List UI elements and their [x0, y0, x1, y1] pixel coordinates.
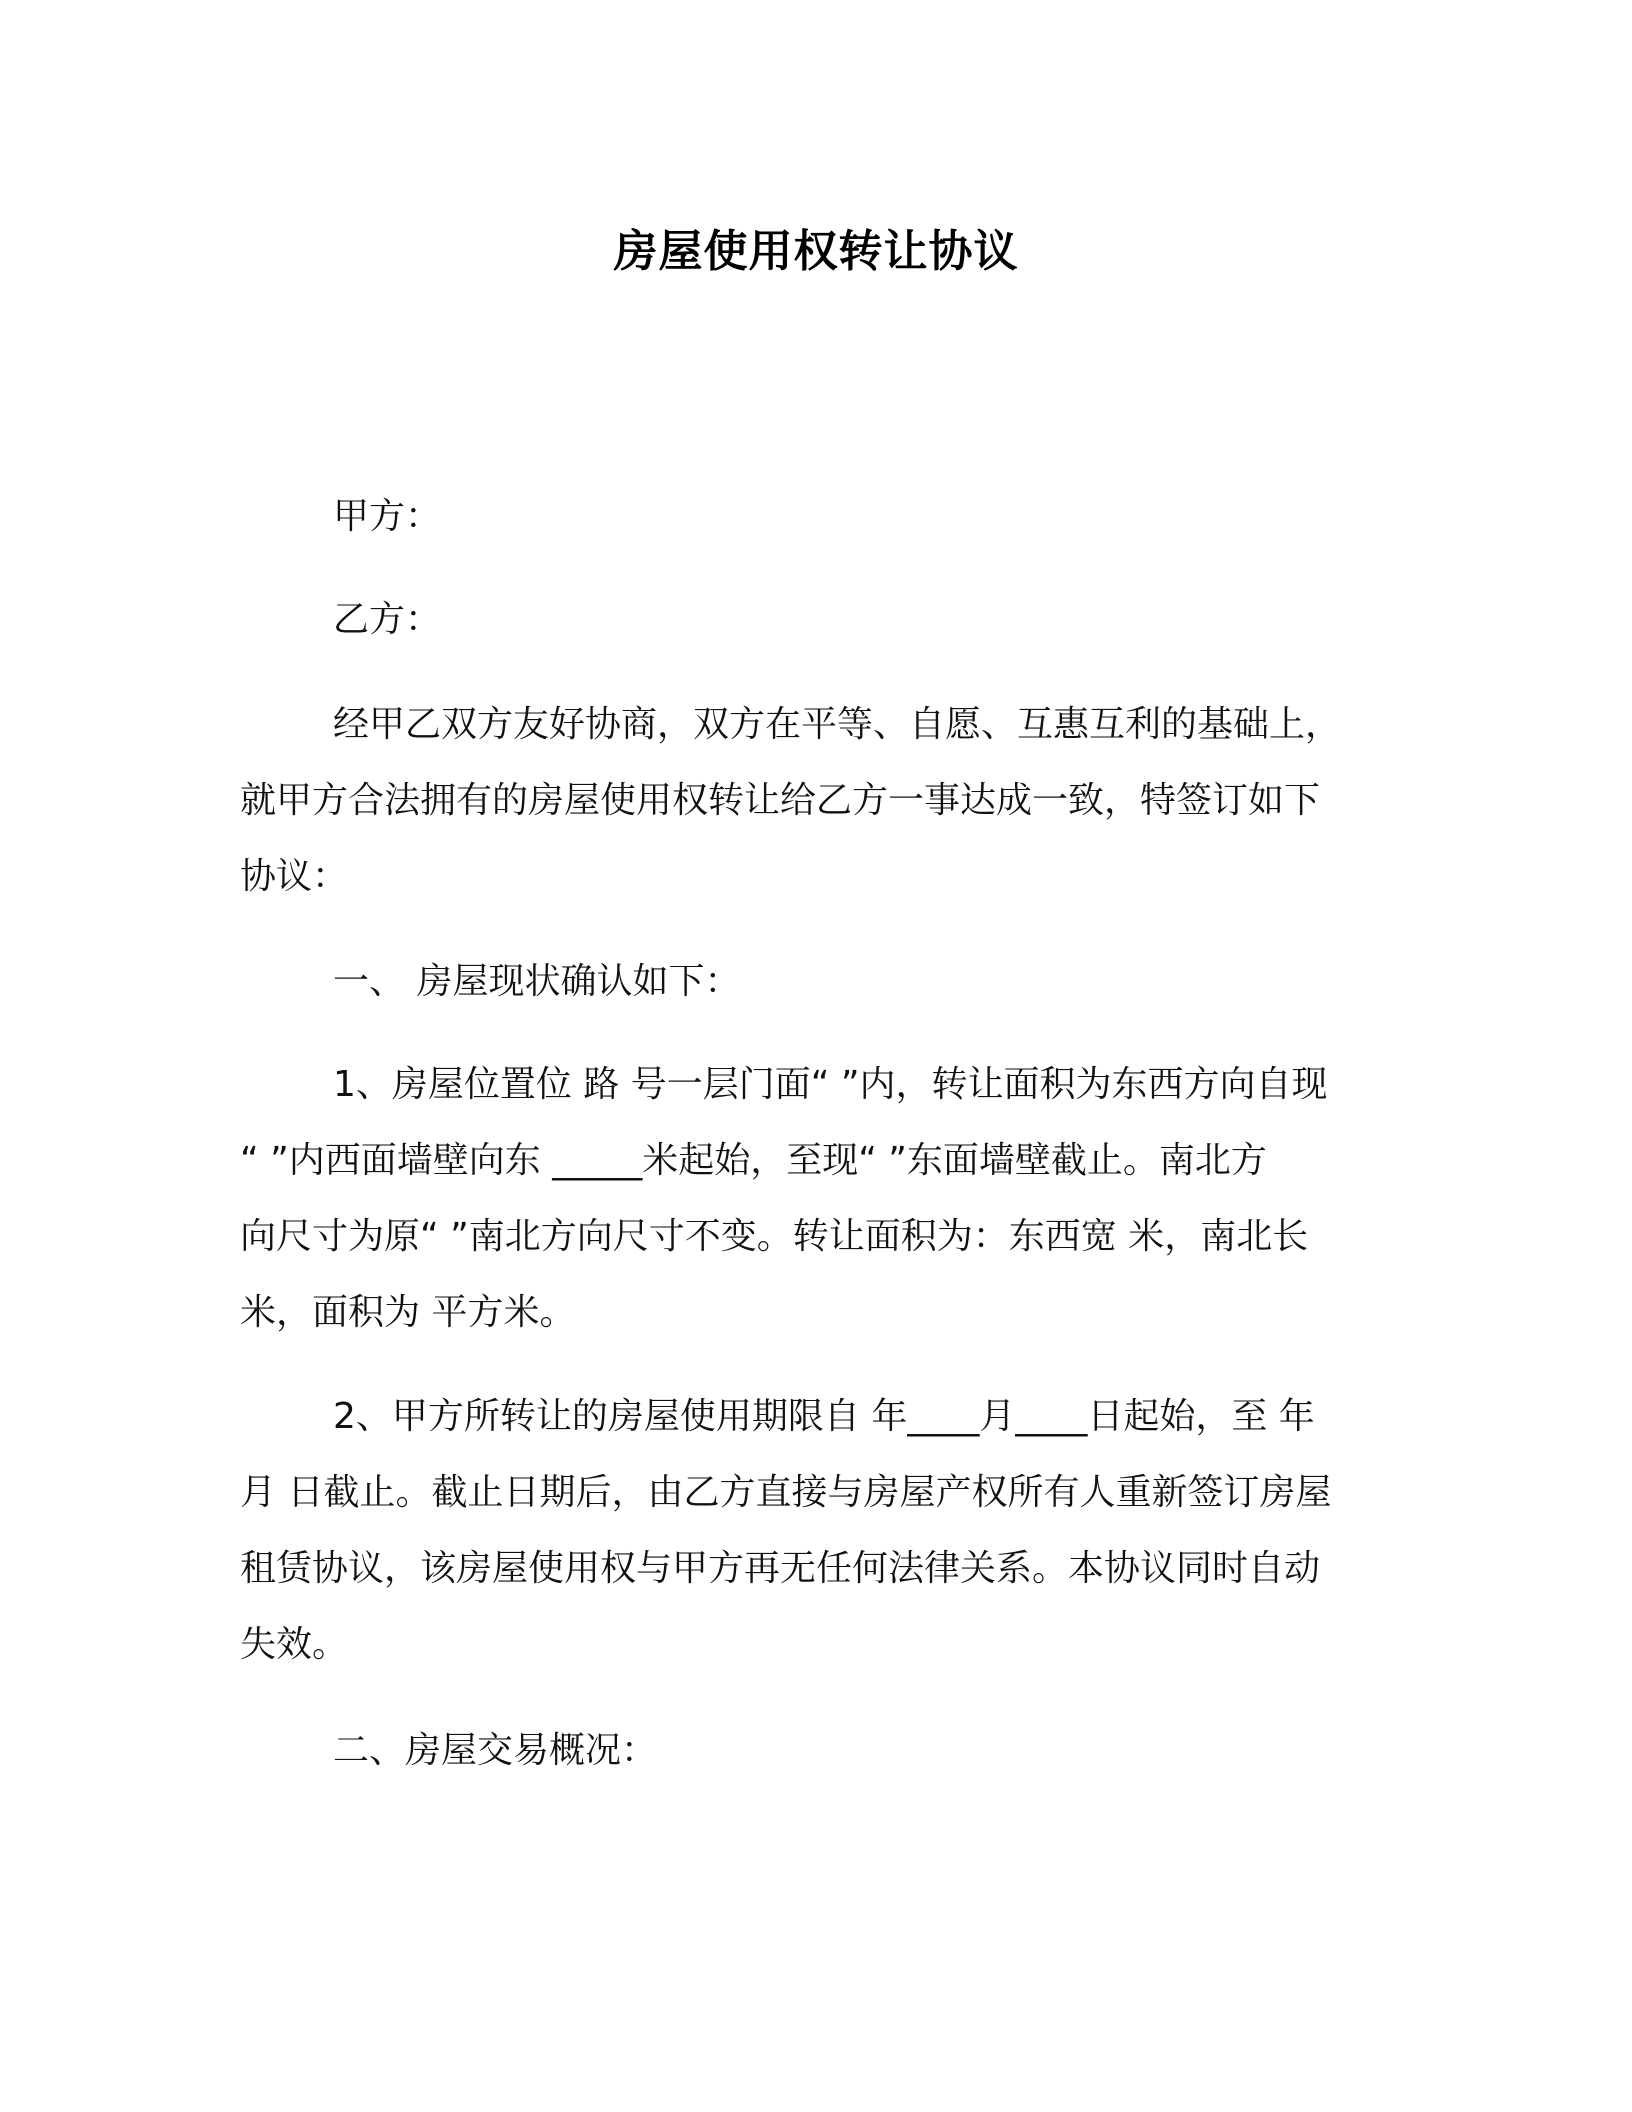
preamble-line-2: 就甲方合法拥有的房屋使用权转让给乙方一事达成一致，特签订如下 [240, 780, 1321, 821]
party-a-label: 甲方： [333, 496, 442, 537]
preamble-line-3: 协议： [240, 856, 349, 897]
clause-1-line-1: 1、房屋位置位 路 号一层门面“ ”内，转让面积为东西方向自现 [333, 1064, 1328, 1105]
section-1-heading: 一、 房屋现状确认如下： [333, 961, 741, 1002]
clause-2-line-2: 月 日截止。截止日期后，由乙方直接与房屋产权所有人重新签订房屋 [240, 1472, 1332, 1513]
party-b-label: 乙方： [333, 599, 442, 640]
clause-2-line-1: 2、甲方所转让的房屋使用期限自 年____月____日起始，至 年 [333, 1396, 1315, 1437]
clause-1-line-2: “ ”内西面墙壁向东 _____米起始，至现“ ”东面墙壁截止。南北方 [240, 1140, 1267, 1181]
clause-2-line-3: 租赁协议，该房屋使用权与甲方再无任何法律关系。本协议同时自动 [240, 1548, 1321, 1589]
clause-1-line-4: 米，面积为 平方米。 [240, 1292, 576, 1333]
section-2-heading: 二、房屋交易概况： [333, 1730, 658, 1771]
preamble-line-1: 经甲乙双方友好协商，双方在平等、自愿、互惠互利的基础上， [333, 704, 1342, 745]
document-title: 房屋使用权转让协议 [613, 226, 1019, 277]
clause-1-line-3: 向尺寸为原“ ”南北方向尺寸不变。转让面积为：东西宽 米，南北长 [240, 1216, 1309, 1257]
clause-2-line-4: 失效。 [240, 1624, 349, 1665]
